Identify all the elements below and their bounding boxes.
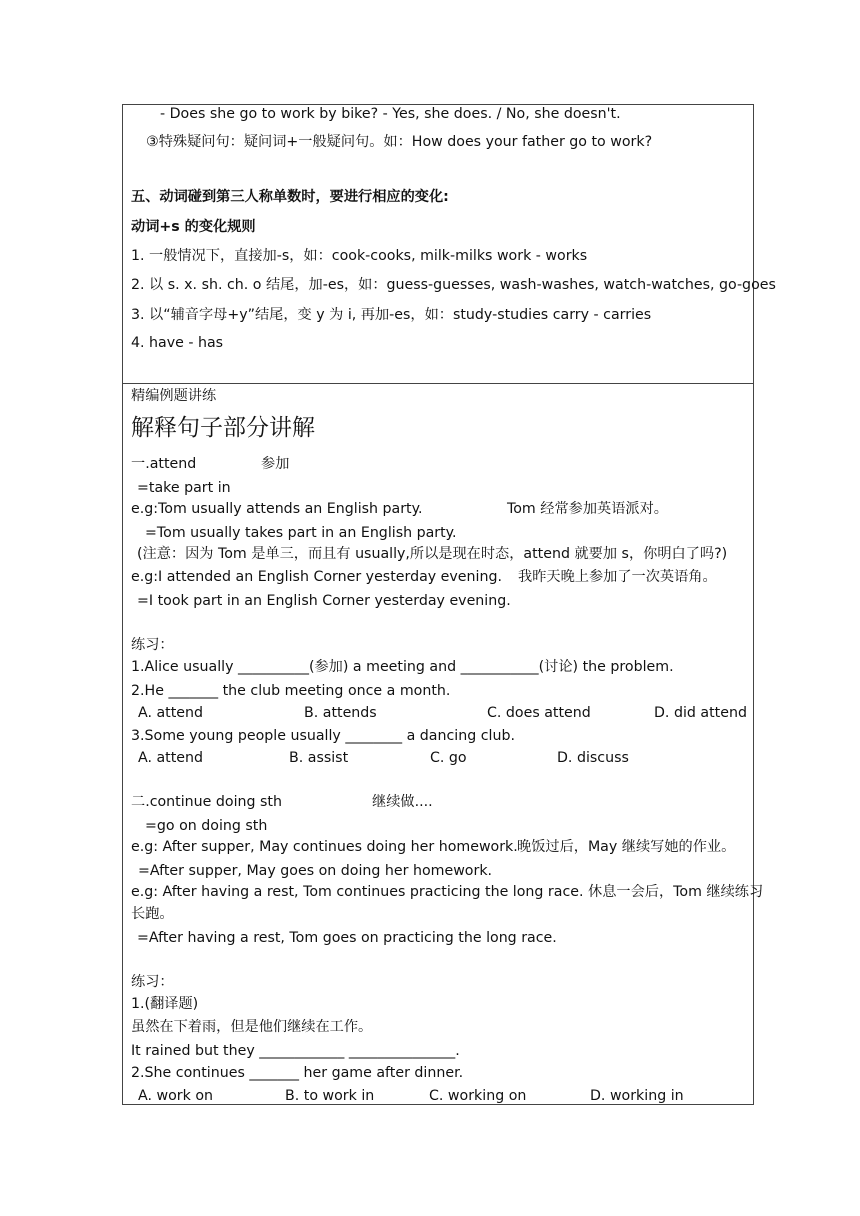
option-d: D. did attend	[654, 705, 747, 721]
verb-rule-subheading: 动词+s 的变化规则	[131, 219, 256, 235]
continue-meaning: 继续做....	[372, 794, 433, 810]
option-d: D. working in	[590, 1088, 684, 1104]
option-b: B. attends	[304, 705, 377, 721]
practice-label: 练习：	[131, 974, 174, 990]
attend-meaning: 参加	[261, 456, 290, 472]
option-b: B. assist	[289, 750, 349, 766]
attend-example-1: e.g:Tom usually attends an English party.	[131, 501, 423, 517]
attend-example-2-alt: =I took part in an English Corner yesterday evening.	[137, 593, 511, 609]
option-a: A. attend	[138, 705, 204, 721]
continue-example-2-wrap: 长跑。	[131, 906, 174, 922]
practice-question-1: 1.Alice usually __________(参加) a meeting and ___________(讨论) the problem.	[131, 659, 674, 675]
verb-change-heading: 五、动词碰到第三人称单数时，要进行相应的变化:	[131, 189, 449, 205]
practice-question-2: 2.He _______ the club meeting once a month.	[131, 683, 451, 699]
table-row-divider	[122, 383, 754, 384]
attend-note: (注意：因为 Tom 是单三，而且有 usually,所以是现在时态，attend 就要加 s，你明白了吗?)	[137, 546, 728, 562]
practice-question-1: 1.(翻译题)	[131, 996, 199, 1012]
section-label: 精编例题讲练	[131, 388, 217, 404]
q-and-a-example: - Does she go to work by bike? - Yes, she does. / No, she doesn't.	[160, 106, 621, 122]
continue-example-2-alt: =After having a rest, Tom goes on practicing the long race.	[137, 930, 557, 946]
continue-example-1-translation: 晚饭过后，May 继续写她的作业。	[517, 839, 736, 855]
attend-example-2: e.g:I attended an English Corner yesterday evening.	[131, 569, 502, 585]
continue-synonym: =go on doing sth	[145, 818, 268, 834]
rule-item: 1. 一般情况下，直接加-s，如：cook-cooks, milk-milks work - works	[131, 248, 588, 264]
option-c: C. working on	[429, 1088, 527, 1104]
attend-example-2-translation: 我昨天晚上参加了一次英语角。	[518, 569, 717, 585]
continue-example-1-alt: =After supper, May goes on doing her homework.	[138, 863, 493, 879]
attend-heading: 一.attend	[131, 456, 197, 472]
attend-example-1-alt: =Tom usually takes part in an English party.	[145, 525, 457, 541]
continue-heading: 二.continue doing sth	[131, 794, 282, 810]
attend-example-1-translation: Tom 经常参加英语派对。	[507, 501, 668, 517]
rule-item: 2. 以 s. x. sh. ch. o 结尾，加-es，如：guess-guesses, wash-washes, watch-watches, go-goes	[131, 277, 776, 293]
section-title: 解释句子部分讲解	[131, 415, 315, 441]
rule-item: 4. have - has	[131, 335, 224, 351]
practice-label: 练习：	[131, 637, 174, 653]
attend-synonym: =take part in	[137, 480, 231, 496]
continue-example-2: e.g: After having a rest, Tom continues practicing the long race. 休息一会后，Tom 继续练习	[131, 884, 764, 900]
rule-item: 3. 以“辅音字母+y”结尾，变 y 为 i, 再加-es，如：study-studies carry - carries	[131, 307, 652, 323]
option-c: C. go	[430, 750, 467, 766]
continue-example-1: e.g: After supper, May continues doing her homework.	[131, 839, 518, 855]
option-d: D. discuss	[557, 750, 629, 766]
option-a: A. work on	[138, 1088, 213, 1104]
practice-question-3: 3.Some young people usually ________ a dancing club.	[131, 728, 515, 744]
practice-question-2: 2.She continues _______ her game after dinner.	[131, 1065, 464, 1081]
special-question-rule: ③特殊疑问句：疑问词+一般疑问句。如：How does your father go to work?	[146, 134, 653, 150]
translation-prompt: 虽然在下着雨，但是他们继续在工作。	[131, 1019, 373, 1035]
option-a: A. attend	[138, 750, 204, 766]
translation-blank: It rained but they ____________ _______________.	[131, 1043, 460, 1059]
option-b: B. to work in	[285, 1088, 375, 1104]
option-c: C. does attend	[487, 705, 591, 721]
